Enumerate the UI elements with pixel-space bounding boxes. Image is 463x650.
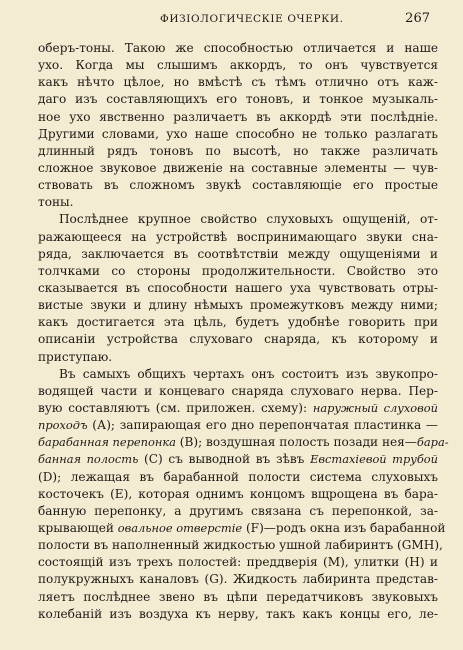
- text-line: полости въ наполненный жидкостью ушной лабиринтъ (GMH),: [38, 538, 443, 553]
- text-line: (D); лежащая въ барабанной полости система слуховыхъ: [38, 469, 438, 484]
- text-line: какъ достигается эта цѣль, будетъ удобнѣе говорить при: [38, 315, 438, 330]
- text-line: ражающееся на устройствѣ воспринимающаго звуки сна-: [38, 229, 438, 244]
- text-line: барабанная перепонка (В); воздушная полость позади нея—бара-: [38, 435, 449, 450]
- text-line: тоны.: [38, 195, 74, 210]
- text-line: Въ самыхъ общихъ чертахъ онъ состоитъ изъ звукопро-: [59, 366, 438, 381]
- italic-term: наружный слуховой: [312, 400, 438, 415]
- running-header: [0, 13, 463, 29]
- text-line: сложное звуковое движеніе на составные элементы — чув-: [38, 160, 438, 175]
- text-line: полукружныхъ каналовъ (G). Жидкость лабиринта представ-: [38, 572, 438, 587]
- text-line: банную перепонку, а другимъ связана съ перепонкой, за-: [38, 503, 438, 518]
- text-line: ляетъ послѣднее звено въ цѣпи передатчиковъ звуковыхъ: [38, 589, 438, 604]
- running-title: ФИЗІОЛОГИЧЕСКІЕ ОЧЕРКИ.: [160, 13, 344, 25]
- text-line: состоящій изъ трехъ полостей: преддверія (М), улитки (Н) и: [38, 555, 438, 570]
- text-line: колебаній изъ воздуха къ нерву, такъ какъ концы его, ле-: [38, 606, 438, 621]
- italic-term: Евстахіевой трубой: [310, 452, 438, 467]
- text-line: сказывается въ способности нашего уха чувствовать отры-: [38, 280, 438, 295]
- text-line: проходъ (А); запирающая его дно перепончатая пластинка —: [38, 418, 438, 433]
- text-line: вую составляютъ (см. приложен. схему): наружный слуховой: [38, 400, 438, 415]
- text-line: какъ нѣчто цѣлое, но вмѣстѣ съ тѣмъ отлично отъ каж-: [38, 75, 438, 90]
- text-line: ствовать въ сложномъ звукѣ составляющіе его простые: [38, 178, 438, 193]
- text-line: вистые звуки и длину нѣмыхъ промежутковъ между ними;: [38, 298, 438, 313]
- text-line: оберъ-тоны. Такою же способностью отличается и наше: [38, 41, 438, 55]
- text-line: ухо. Когда мы слышимъ аккордъ, то онъ чувствуется: [38, 58, 438, 73]
- italic-term: барабанная перепонка: [38, 435, 176, 450]
- body-text: [38, 40, 449, 623]
- italic-term: бара-: [416, 435, 449, 450]
- text-line: крывающей овальное отверстіе (F)—родъ окна изъ барабанной: [38, 520, 446, 535]
- text-line: Другими словами, ухо наше способно не только разлагать: [38, 126, 438, 141]
- text-line: приступаю.: [38, 349, 113, 364]
- text-line: ное ухо явственно различаетъ въ аккордѣ эти послѣдніе.: [38, 109, 438, 124]
- italic-term: банная полость: [38, 452, 139, 467]
- page-number: 267: [405, 11, 430, 26]
- text-line: водящей части и концеваго снаряда слуховаго нерва. Пер-: [38, 383, 438, 398]
- text-line: длинный рядъ тоновъ по высотѣ, но также различать: [38, 143, 438, 158]
- italic-term: овальное отверстіе: [117, 520, 243, 535]
- italic-term: проходъ: [38, 418, 88, 433]
- text-line: толчками со стороны продолжительности. Свойство это: [38, 263, 438, 278]
- text-line: косточекъ (Е), которая однимъ концомъ вщрощена въ бара-: [38, 486, 438, 501]
- text-line: ряда, заключается въ соотвѣтствіи между ощущеніями и: [38, 246, 438, 261]
- text-line: даго изъ составляющихъ его тоновъ, и тонкое музыкаль-: [38, 92, 438, 107]
- text-line: описаніи устройства слуховаго снаряда, къ которому и: [38, 332, 438, 347]
- text-line: банная полость (С) съ выводной въ зѣвъ Евстахіевой трубой: [38, 452, 438, 467]
- text-line: Послѣднее крупное свойство слуховыхъ ощущеній, от-: [59, 212, 438, 227]
